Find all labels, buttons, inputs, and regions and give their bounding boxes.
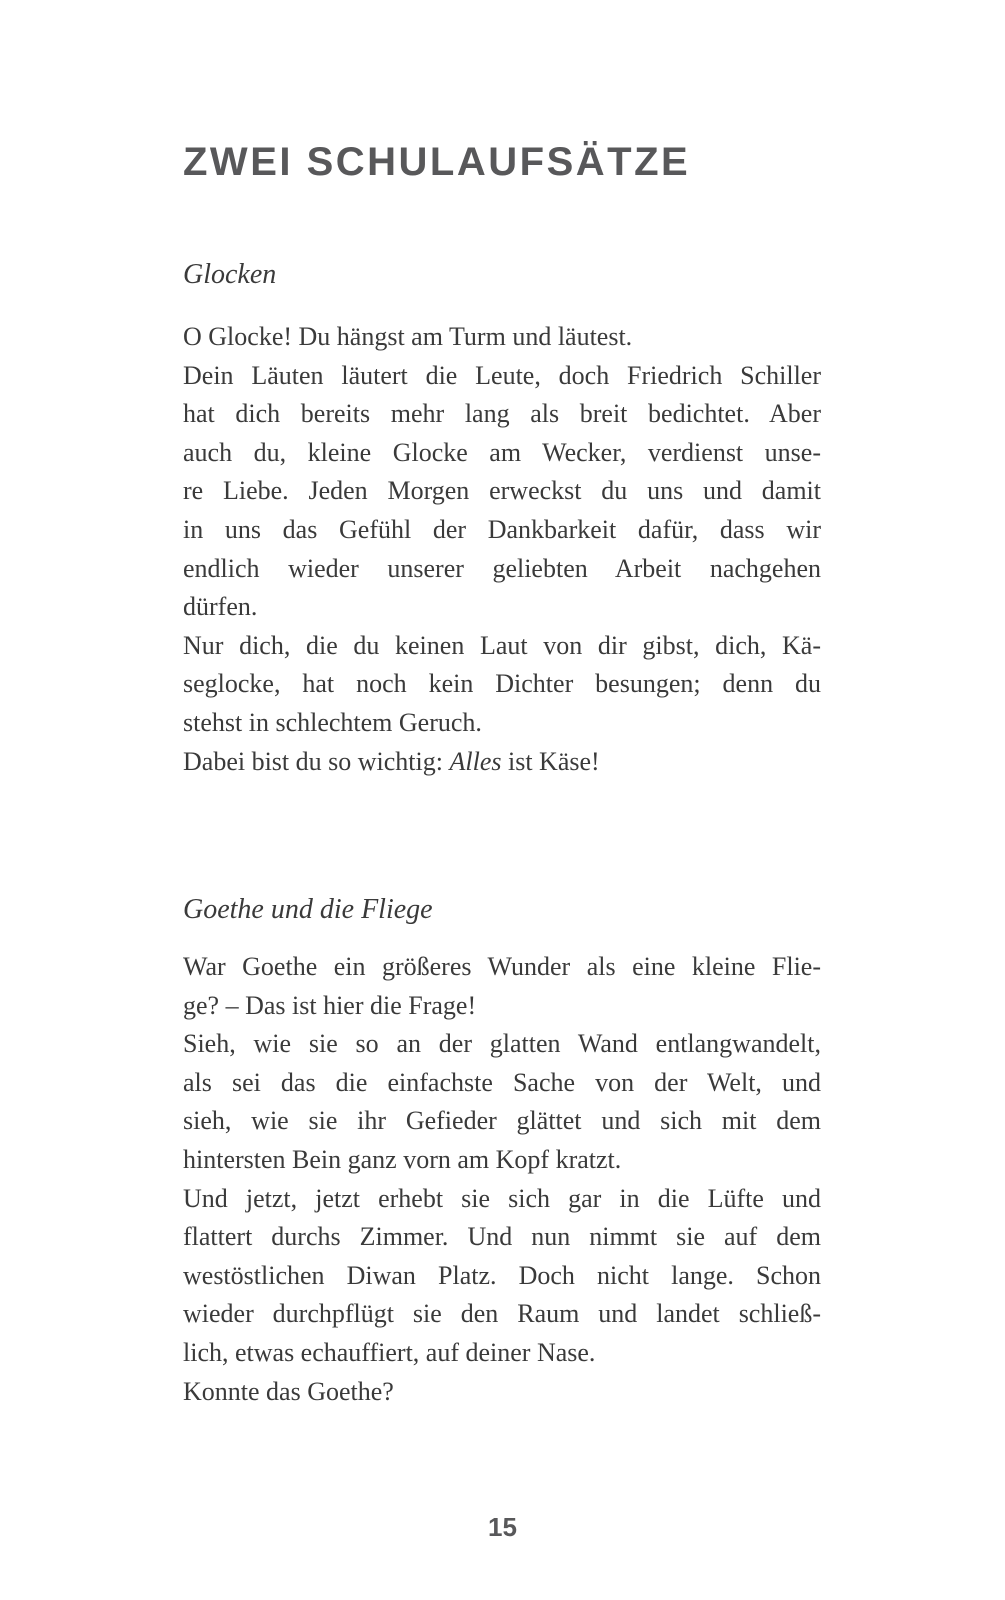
text-line bbox=[183, 743, 821, 782]
essay-heading-goethe-und-die-fliege: Goethe und die Fliege bbox=[183, 894, 433, 925]
text-line: hat dich bereits mehr lang als breit bedichtet. Aber bbox=[183, 399, 821, 429]
essay-goethe-und-die-fliege bbox=[183, 948, 821, 1411]
italic-word: Alles bbox=[449, 746, 502, 776]
text-line: O Glocke! Du hängst am Turm und läutest. bbox=[183, 322, 633, 351]
text-line: Sieh, wie sie so an der glatten Wand entlangwandelt, bbox=[183, 1029, 821, 1059]
text-line: auch du, kleine Glocke am Wecker, verdienst unse- bbox=[183, 437, 821, 467]
text-line: flattert durchs Zimmer. Und nun nimmt sie auf dem bbox=[183, 1222, 821, 1252]
text-line: wieder durchpflügt sie den Raum und landet schließ- bbox=[183, 1299, 821, 1329]
text-line: hintersten Bein ganz vorn am Kopf kratzt. bbox=[183, 1144, 622, 1174]
text-line: als sei das die einfachste Sache von der Welt, und bbox=[183, 1067, 821, 1097]
text-line: War Goethe ein größeres Wunder als eine kleine Flie- bbox=[183, 952, 821, 981]
text-line-segment: Dabei bist du so wichtig: bbox=[183, 746, 450, 776]
text-line: re Liebe. Jeden Morgen erweckst du uns und damit bbox=[183, 476, 821, 506]
text-line: in uns das Gefühl der Dankbarkeit dafür, dass wir bbox=[183, 514, 821, 544]
essay-heading-glocken: Glocken bbox=[183, 259, 277, 290]
text-line: ge? – Das ist hier die Frage! bbox=[183, 990, 477, 1020]
text-line: Konnte das Goethe? bbox=[183, 1376, 394, 1406]
text-line: endlich wieder unserer geliebten Arbeit nachgehen bbox=[183, 553, 821, 583]
text-line: Dein Läuten läutert die Leute, doch Friedrich Schiller bbox=[183, 360, 821, 390]
text-line: sieh, wie sie ihr Gefieder glättet und sich mit dem bbox=[183, 1106, 821, 1136]
text-line: stehst in schlechtem Geruch. bbox=[183, 707, 482, 737]
text-line: westöstlichen Diwan Platz. Doch nicht lange. Schon bbox=[183, 1260, 821, 1290]
chapter-title: ZWEI SCHULAUFSÄTZE bbox=[183, 140, 691, 184]
text-line-segment: ist Käse! bbox=[501, 746, 600, 776]
text-line: Nur dich, die du keinen Laut von dir gibst, dich, Kä- bbox=[183, 630, 821, 660]
text-line: Und jetzt, jetzt erhebt sie sich gar in die Lüfte und bbox=[183, 1183, 821, 1213]
text-line: seglocke, hat noch kein Dichter besungen; denn du bbox=[183, 669, 821, 699]
text-line: dürfen. bbox=[183, 592, 258, 622]
page-number: 15 bbox=[488, 1512, 517, 1542]
text-line: lich, etwas echauffiert, auf deiner Nase. bbox=[183, 1337, 596, 1367]
essay-glocken bbox=[183, 318, 821, 781]
